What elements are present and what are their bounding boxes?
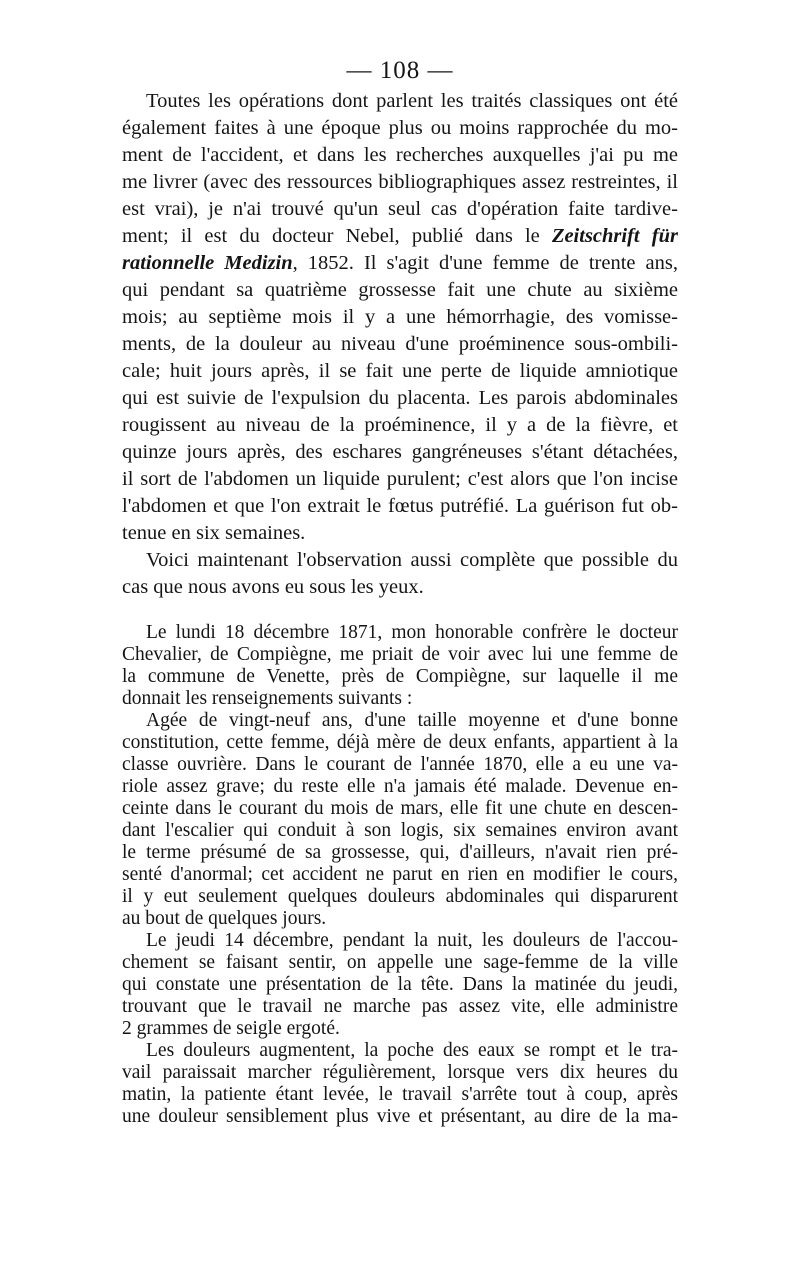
text-line: classe ouvrière. Dans le courant de l'année 1870, elle a eu une va- <box>122 754 678 775</box>
text-line: est vrai), je n'ai trouvé qu'un seul cas d'opération faite tardive- <box>122 198 678 220</box>
text-line: vail paraissait marcher régulièrement, lorsque vers dix heures du <box>122 1062 678 1083</box>
text-segment: , 1852. Il s'agit d'une femme de trente ans, <box>292 252 678 274</box>
text-line: Le lundi 18 décembre 1871, mon honorable confrère le docteur <box>146 622 678 643</box>
text-line: également faites à une époque plus ou moins rapprochée du mo- <box>122 117 678 139</box>
text-line: Chevalier, de Compiègne, me priait de voir avec lui une femme de <box>122 644 678 665</box>
text-line: la commune de Venette, près de Compiègne, sur laquelle il me <box>122 666 678 687</box>
text-line: donnait les renseignements suivants : <box>122 688 413 709</box>
text-line <box>122 226 678 247</box>
text-line: qui pendant sa quatrième grossesse fait une chute au sixième <box>122 279 678 301</box>
text-line: l'abdomen et que l'on extrait le fœtus putréfié. La guérison fut ob- <box>122 495 678 517</box>
text-line: 2 grammes de seigle ergoté. <box>122 1018 340 1039</box>
text-line: chement se faisant sentir, on appelle une sage-femme de la ville <box>122 952 678 973</box>
page-number: — 108 — <box>346 57 454 84</box>
text-line: qui est suivie de l'expulsion du placenta. Les parois abdominales <box>122 387 678 409</box>
text-segment: ment; il est du docteur Nebel, publié dans le <box>122 225 552 247</box>
text-line: riole assez grave; du reste elle n'a jamais été malade. Devenue en- <box>122 776 678 797</box>
journal-title: rationnelle Medizin <box>122 252 293 274</box>
text-line: il sort de l'abdomen un liquide purulent; c'est alors que l'on incise <box>122 468 678 490</box>
text-line: Voici maintenant l'observation aussi complète que possible du <box>146 549 678 571</box>
text-line: ceinte dans le courant du mois de mars, elle fit une chute en descen- <box>122 798 678 819</box>
text-line: constitution, cette femme, déjà mère de deux enfants, appartient à la <box>122 732 678 753</box>
text-line: Le jeudi 14 décembre, pendant la nuit, les douleurs de l'accou- <box>146 930 678 951</box>
text-line: dant l'escalier qui conduit à son logis, six semaines environ avant <box>122 820 678 841</box>
text-line: au bout de quelques jours. <box>122 908 327 929</box>
text-line: une douleur sensiblement plus vive et présentant, au dire de la ma- <box>122 1106 678 1127</box>
text-line: senté d'anormal; cet accident ne parut en rien en modifier le cours, <box>122 864 678 885</box>
text-line: le terme présumé de sa grossesse, qui, d'ailleurs, n'avait rien pré- <box>122 842 678 863</box>
text-line: cale; huit jours après, il se fait une perte de liquide amniotique <box>122 360 678 382</box>
text-line: mois; au septième mois il y a une hémorrhagie, des vomisse- <box>122 306 678 328</box>
text-line: qui constate une présentation de la tête. Dans la matinée du jeudi, <box>122 974 678 995</box>
text-line: ments, de la douleur au niveau d'une proéminence sous-ombili- <box>122 333 678 355</box>
text-line: Les douleurs augmentent, la poche des eaux se rompt et le tra- <box>146 1040 678 1061</box>
text-line: ment de l'accident, et dans les recherches auxquelles j'ai pu me <box>122 144 678 166</box>
text-line: quinze jours après, des eschares gangréneuses s'étant détachées, <box>122 441 678 463</box>
journal-title: Zeitschrift für <box>551 225 678 247</box>
text-line: me livrer (avec des ressources bibliographiques assez restreintes, il <box>122 171 678 193</box>
text-line <box>122 253 678 274</box>
text-line: rougissent au niveau de la proéminence, il y a de la fièvre, et <box>122 414 678 436</box>
text-line: Toutes les opérations dont parlent les traités classiques ont été <box>146 90 678 112</box>
text-line: cas que nous avons eu sous les yeux. <box>122 576 424 598</box>
text-line: il y eut seulement quelques douleurs abdominales qui disparurent <box>122 886 678 907</box>
text-line: trouvant que le travail ne marche pas assez vite, elle administre <box>122 996 678 1017</box>
text-line: Agée de vingt-neuf ans, d'une taille moyenne et d'une bonne <box>146 710 678 731</box>
text-line: tenue en six semaines. <box>122 522 306 544</box>
text-line: matin, la patiente étant levée, le travail s'arrête tout à coup, après <box>122 1084 678 1105</box>
